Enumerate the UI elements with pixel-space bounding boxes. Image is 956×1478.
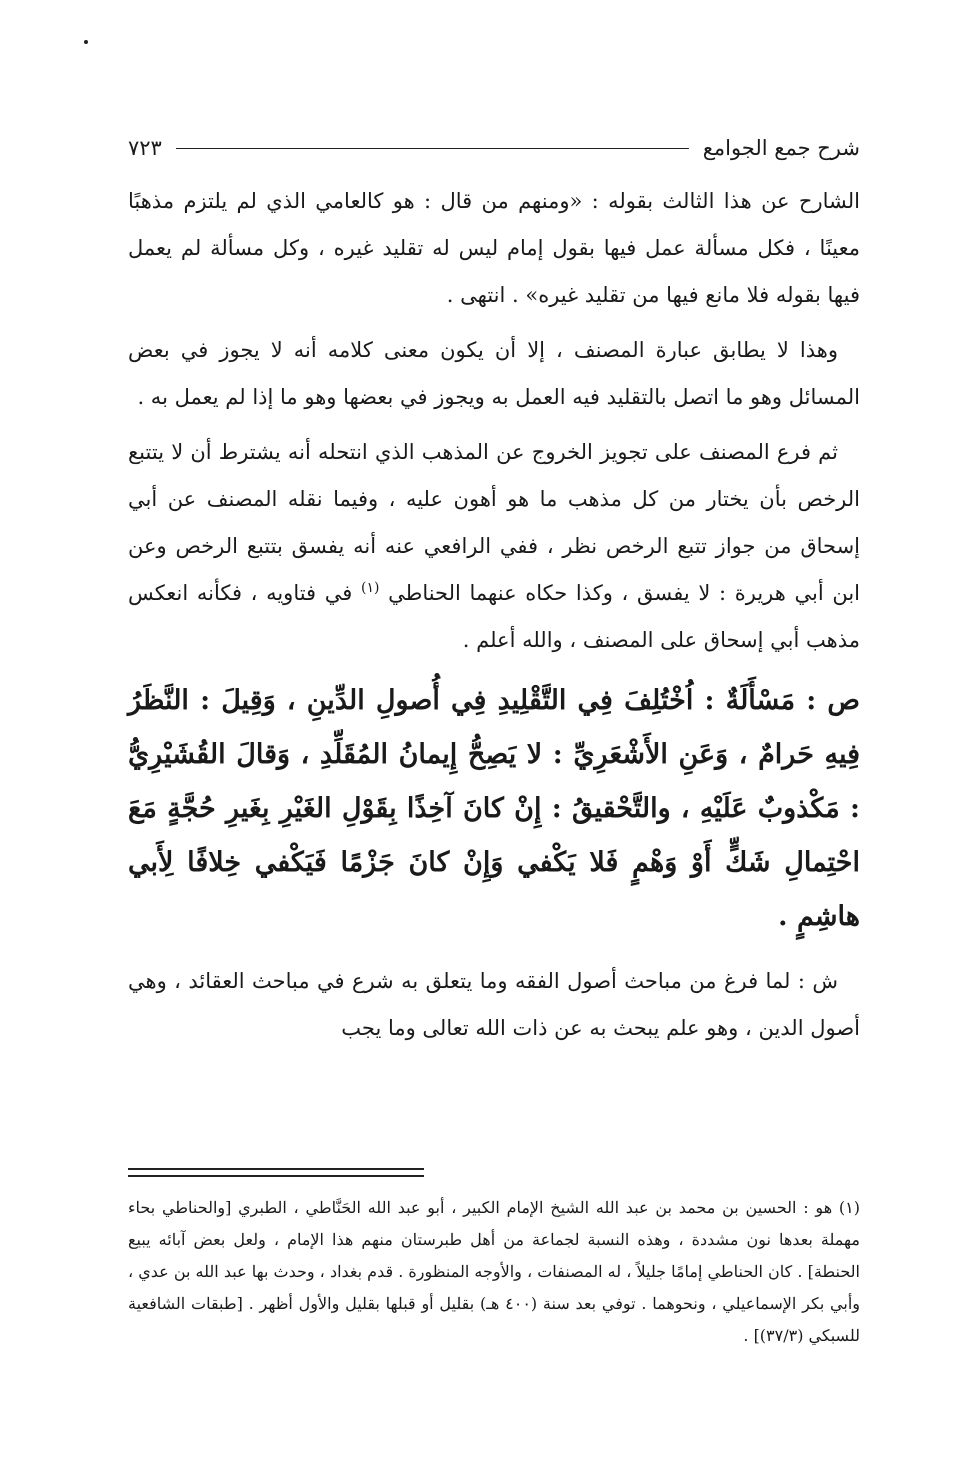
paragraph-1: الشارح عن هذا الثالث بقوله : «ومنهم من قال : هو كالعامي الذي لم يلتزم مذهبًا معينًا ، فكل مسألة عمل فيها بقول إمام ليس له تقليد غيره ، وكل مسألة لم يعمل فيها بقوله فلا مانع فيها من تقليد غيره» . انتهى . — [128, 189, 860, 307]
paragraph-3 — [128, 429, 860, 664]
header-rule — [176, 148, 689, 149]
running-header — [128, 128, 860, 168]
footnote-separator — [128, 1168, 424, 1170]
page — [128, 0, 860, 1478]
running-header-title: شرح جمع الجوامع — [702, 136, 860, 160]
paragraph-3-continued: في فتاويه ، فكأنه انعكس مذهب أبي إسحاق على المصنف ، والله أعلم . — [128, 581, 860, 652]
footnote: (١) هو : الحسين بن محمد بن عبد الله الشيخ الإمام الكبير ، أبو عبد الله الحَنَّاطي ، الطبري [والحناطي بحاء مهملة بعدها نون مشددة ، وهذه النسبة لجماعة من أهل طبرستان منهم هذا الإمام ، ولعل بعض آبائه يبيع الحنطة] . كان الحناطي إمامًا جليلاً ، له المصنفات ، والأوجه المنظورة . قدم بغداد ، وحدث بها عبد الله بن عدي ، وأبي بكر الإسماعيلي ، ونحوهما . توفي بعد سنة (٤٠٠ هـ) بقليل أو قبلها بقليل والأول أظهر . [طبقات الشافعية للسبكي (٣٧/٣)] . — [128, 1198, 861, 1345]
paragraph-2: وهذا لا يطابق عبارة المصنف ، إلا أن يكون معنى كلامه أنه لا يجوز في بعض المسائل وهو ما اتصل بالتقليد فيه العمل به ويجوز في بعضها وهو ما إذا لم يعمل به . — [128, 338, 860, 409]
scan-speck — [84, 40, 88, 44]
main-text — [128, 178, 860, 1060]
footnote-separator-double — [128, 1175, 424, 1177]
footnote-reference: (١) — [360, 580, 380, 596]
sharh-passage: ش : لما فرغ من مباحث أصول الفقه وما يتعلق به شرع في مباحث العقائد ، وهي أصول الدين ، وهو علم يبحث به عن ذات الله تعالى وما يجب — [128, 969, 860, 1040]
page-number: ٧٢٣ — [128, 136, 162, 160]
matn-passage: ص : مَسْأَلَةٌ : اُخْتُلِفَ فِي التَّقْلِيدِ فِي أُصولِ الدِّينِ ، وَقِيلَ : النَّظَرُ فِيهِ حَرامٌ ، وَعَنِ الأَشْعَرِيِّ : لا يَصِحُّ إِيمانُ المُقَلِّدِ ، وَقالَ القُشَيْرِيُّ : مَكْذوبٌ عَلَيْهِ ، والتَّحْقيقُ : إِنْ كانَ آخِذًا بِقَوْلِ الغَيْرِ بِغَيرِ حُجَّةٍ مَعَ احْتِمالِ شَكٍّ أَوْ وَهْمٍ فَلا يَكْفي وَإِنْ كانَ جَزْمًا فَيَكْفي خِلافًا لِأَبي هاشِمٍ . — [128, 685, 860, 932]
paragraph-3-text: ثم فرع المصنف على تجويز الخروج عن المذهب الذي انتحله أنه يشترط أن لا يتتبع الرخص بأن يختار من كل مذهب ما هو أهون عليه ، وفيما نقله المصنف عن أبي إسحاق من جواز تتبع الرخص نظر ، ففي الرافعي عنه أنه يفسق بتتبع الرخص وعن ابن أبي هريرة : لا يفسق ، وكذا حكاه عنهما الحناطي — [128, 440, 860, 605]
